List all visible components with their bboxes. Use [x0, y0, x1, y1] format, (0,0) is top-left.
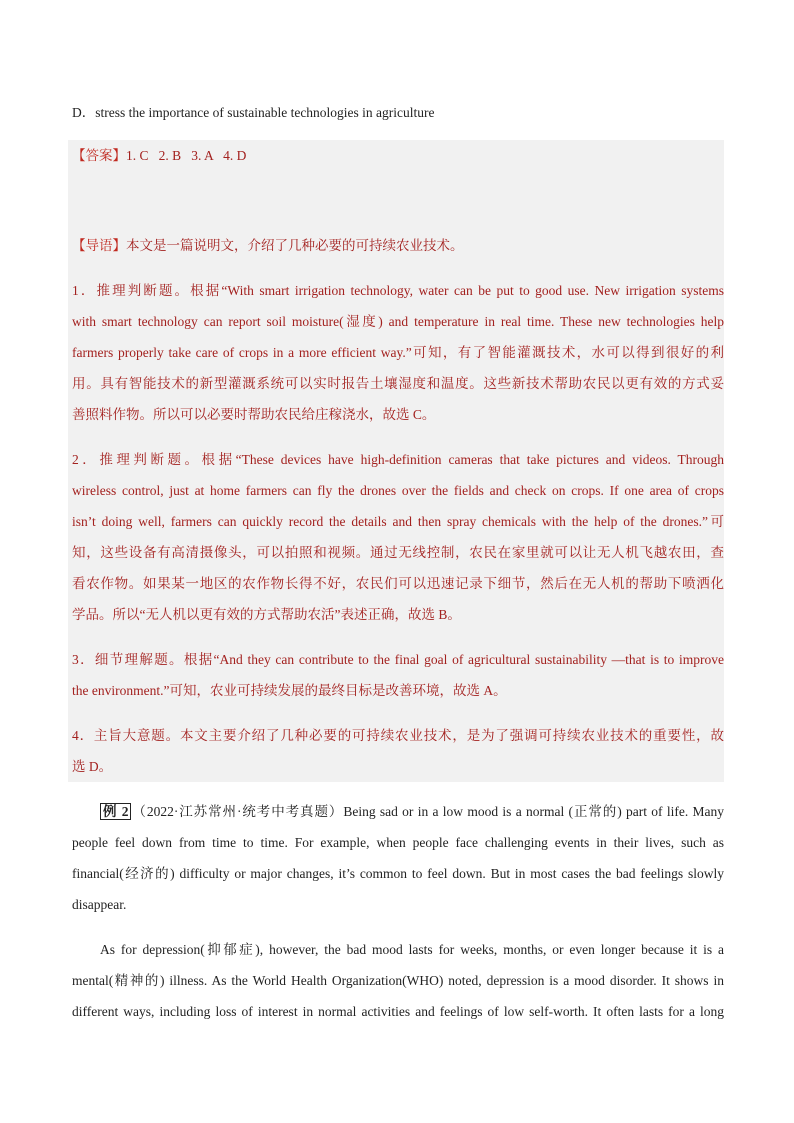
passage-line: financial(经济的) difficulty or major changes, it’s common to feel down. But in most cases the bad feelings slowly — [72, 866, 724, 881]
passage-line: different ways, including loss of interest in normal activities and feelings of low self-worth. It often lasts for a long — [72, 1004, 724, 1019]
answer-tag: 【答案】 — [72, 148, 126, 163]
guide-text: 本文是一篇说明文，介绍了几种必要的可持续农业技术。 — [126, 238, 464, 253]
example2-first-line — [100, 802, 724, 822]
answer-text: 1. C 2. B 3. A 4. D — [126, 148, 247, 163]
explanation-q1-line: farmers properly take care of crops in a more efficient way.”可知，有了智能灌溉技术，水可以得到很好的利 — [72, 345, 724, 360]
explanation-q1-line: 用。具有智能技术的新型灌溉系统可以实时报告土壤湿度和温度。这些新技术帮助农民以更有效的方式妥 — [72, 376, 724, 391]
explanation-q3-line: the environment.”可知，农业可持续发展的最终目标是改善环境，故选 A。 — [72, 683, 507, 698]
passage-text: Being sad or in a low mood is a normal (正常的) part of life. Many — [343, 804, 724, 819]
passage-line: disappear. — [72, 897, 127, 912]
explanation-q2-line: isn’t doing well, farmers can quickly record the details and then spray chemicals with the help of the drones.”可 — [72, 514, 724, 529]
explanation-q2-line: 2．推理判断题。根据“These devices have high-definition cameras that take pictures and videos. Through — [72, 452, 724, 467]
example-source: （2022·江苏常州·统考中考真题） — [131, 804, 344, 819]
explanation-q1-line: 1．推理判断题。根据“With smart irrigation technology, water can be put to good use. New irrigation systems — [72, 283, 724, 298]
option-d: D．stress the importance of sustainable technologies in agriculture — [72, 105, 435, 120]
guide-tag: 【导语】 — [72, 238, 126, 253]
answer-line — [72, 146, 724, 166]
passage-line: people feel down from time to time. For example, when people face challenging events in their lives, such as — [72, 835, 724, 850]
explanation-q2-line: 学品。所以“无人机以更有效的方式帮助农活”表述正确，故选 B。 — [72, 607, 461, 622]
explanation-q1-line: 善照料作物。所以可以必要时帮助农民给庄稼浇水，故选 C。 — [72, 407, 436, 422]
explanation-q1-line: with smart technology can report soil moisture(湿度) and temperature in real time. These new technologies help — [72, 314, 724, 329]
explanation-q4-line: 选 D。 — [72, 759, 113, 774]
example-label: 例 2 — [100, 803, 131, 820]
explanation-q2-line: wireless control, just at home farmers can fly the drones over the fields and check on crops. If one area of crops — [72, 483, 724, 498]
passage-line: As for depression(抑郁症), however, the bad mood lasts for weeks, months, or even longer because it is a — [100, 942, 724, 957]
guide-line — [72, 236, 724, 256]
explanation-q2-line: 看农作物。如果某一地区的农作物长得不好，农民们可以迅速记录下细节，然后在无人机的帮助下喷洒化 — [72, 576, 724, 591]
passage-line: mental(精神的) illness. As the World Health Organization(WHO) noted, depression is a mood disorder. It shows in — [72, 973, 724, 988]
explanation-q2-line: 知，这些设备有高清摄像头，可以拍照和视频。通过无线控制，农民在家里就可以让无人机飞越农田，查 — [72, 545, 724, 560]
explanation-q4-line: 4．主旨大意题。本文主要介绍了几种必要的可持续农业技术，是为了强调可持续农业技术的重要性，故 — [72, 728, 724, 743]
explanation-q3-line: 3．细节理解题。根据“And they can contribute to the final goal of agricultural sustainability —that is to improve — [72, 652, 724, 667]
